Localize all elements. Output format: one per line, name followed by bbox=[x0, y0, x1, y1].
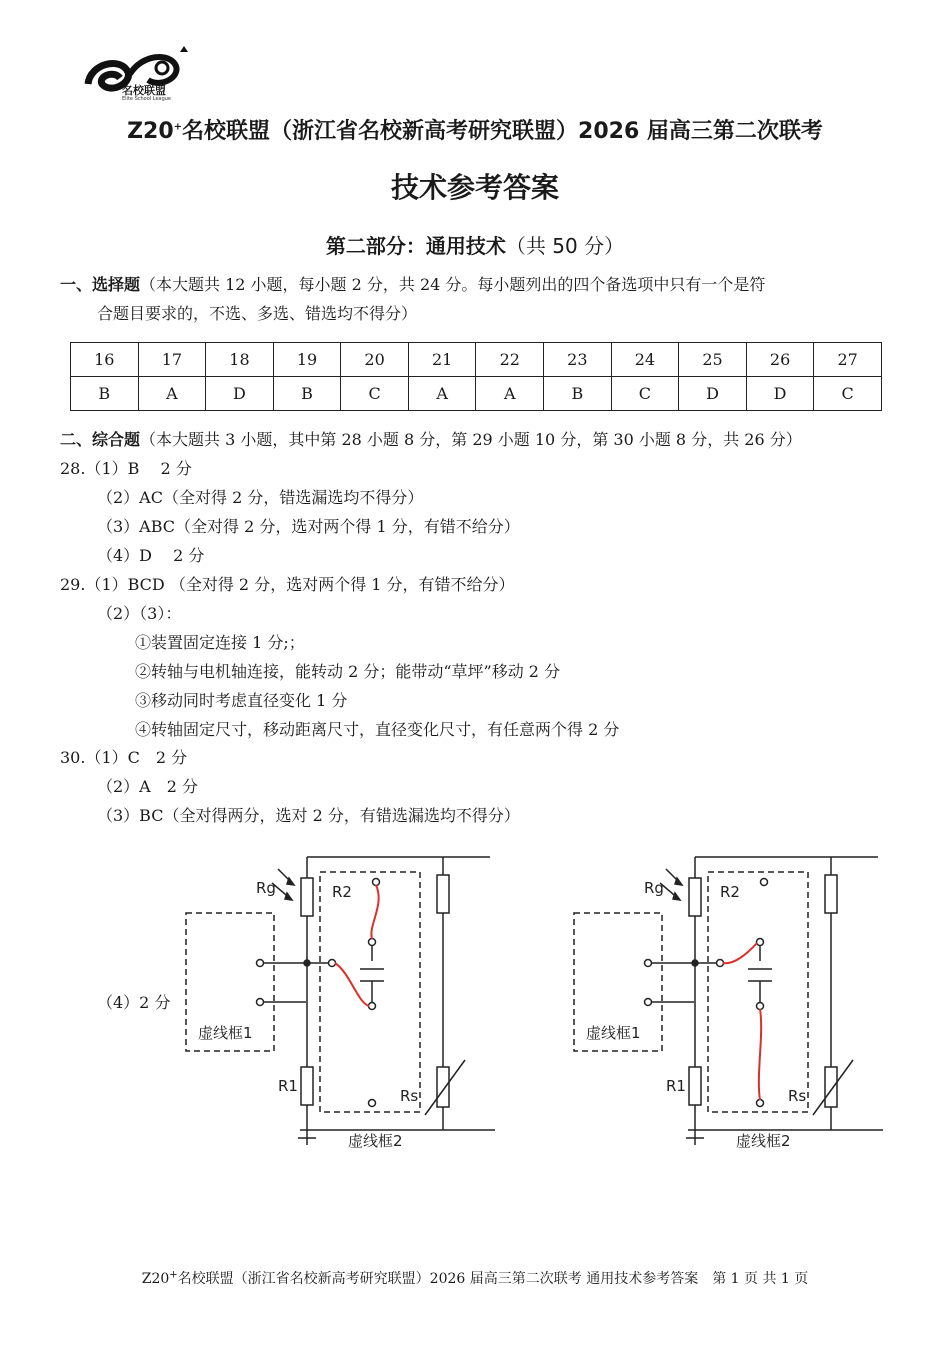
answer-title: 技术参考答案 bbox=[390, 171, 559, 204]
svg-text:R1: R1 bbox=[666, 1077, 686, 1095]
svg-text:R1: R1 bbox=[278, 1077, 298, 1095]
q29-line: ②转轴与电机轴连接，能转动 2 分；能带动“草坪”移动 2 分 bbox=[135, 662, 561, 681]
answer-cell: C bbox=[611, 377, 679, 411]
svg-text:Rs: Rs bbox=[788, 1087, 807, 1105]
question-number-cell: 27 bbox=[814, 343, 882, 377]
svg-text:Rg: Rg bbox=[644, 879, 664, 897]
q28-line: （4）D 2 分 bbox=[97, 546, 205, 565]
logo-text: 名校联盟 bbox=[122, 84, 166, 97]
answer-cell: D bbox=[206, 377, 274, 411]
q29-line: ①装置固定连接 1 分;； bbox=[135, 633, 305, 652]
connection-wire bbox=[723, 943, 757, 963]
section1-heading-cont: 合题目要求的，不选、多选、错选均不得分） bbox=[97, 304, 418, 323]
q29-line: 29.（1）BCD （全对得 2 分，选对两个得 1 分，有错不给分） bbox=[60, 575, 515, 594]
question-number-cell: 25 bbox=[679, 343, 747, 377]
answer-cell: A bbox=[476, 377, 544, 411]
question-number-cell: 16 bbox=[71, 343, 139, 377]
svg-text:R2: R2 bbox=[332, 883, 352, 901]
answer-cell: D bbox=[746, 377, 814, 411]
question-number-cell: 22 bbox=[476, 343, 544, 377]
q28-line: （2）AC（全对得 2 分，错选漏选均不得分） bbox=[97, 488, 424, 507]
connection-wire bbox=[371, 885, 378, 939]
svg-text:虚线框1: 虚线框1 bbox=[586, 1024, 641, 1042]
q30-line: （2）A 2 分 bbox=[97, 777, 199, 796]
q29-line: ③移动同时考虑直径变化 1 分 bbox=[135, 691, 348, 710]
question-number-cell: 20 bbox=[341, 343, 409, 377]
circuit-diagram-2 bbox=[568, 845, 898, 1155]
exam-title: Z20+名校联盟（浙江省名校新高考研究联盟）2026 届高三第二次联考 bbox=[127, 119, 823, 144]
section2-heading: 二、综合题（本大题共 3 小题，其中第 28 小题 8 分，第 29 小题 10 分，第 30 小题 8 分，共 26 分） bbox=[60, 430, 802, 449]
q30-line: 30.（1）C 2 分 bbox=[60, 748, 188, 767]
svg-text:Rg: Rg bbox=[256, 879, 276, 897]
question-number-cell: 19 bbox=[273, 343, 341, 377]
question-number-cell: 24 bbox=[611, 343, 679, 377]
question-number-cell: 21 bbox=[408, 343, 476, 377]
answer-cell: B bbox=[273, 377, 341, 411]
svg-text:Rs: Rs bbox=[400, 1087, 419, 1105]
q30-line: （4）2 分 bbox=[97, 993, 171, 1012]
answer-cell: A bbox=[138, 377, 206, 411]
q28-line: （3）ABC（全对得 2 分，选对两个得 1 分，有错不给分） bbox=[97, 517, 520, 536]
q30-line: （3）BC（全对得两分，选对 2 分，有错选漏选均不得分） bbox=[97, 806, 520, 825]
q29-line: ④转轴固定尺寸，移动距离尺寸，直径变化尺寸，有任意两个得 2 分 bbox=[135, 720, 620, 739]
answer-cell: D bbox=[679, 377, 747, 411]
answer-cell: B bbox=[544, 377, 612, 411]
svg-text:虚线框2: 虚线框2 bbox=[348, 1132, 403, 1150]
answer-table bbox=[70, 342, 882, 411]
svg-text:虚线框2: 虚线框2 bbox=[736, 1132, 791, 1150]
answer-cell: B bbox=[71, 377, 139, 411]
svg-text:R2: R2 bbox=[720, 883, 740, 901]
question-number-cell: 18 bbox=[206, 343, 274, 377]
logo-subtitle: Elite School League bbox=[122, 96, 172, 102]
answer-cell: A bbox=[408, 377, 476, 411]
question-number-cell: 17 bbox=[138, 343, 206, 377]
answer-row bbox=[71, 377, 882, 411]
q29-line: （2）（3）： bbox=[97, 604, 182, 623]
circuit-diagram-1 bbox=[180, 845, 510, 1155]
answer-cell: C bbox=[814, 377, 882, 411]
q28-line: 28.（1）B 2 分 bbox=[60, 459, 192, 478]
connection-wire bbox=[759, 1009, 761, 1100]
question-number-row bbox=[71, 343, 882, 377]
question-number-cell: 23 bbox=[544, 343, 612, 377]
answer-cell: C bbox=[341, 377, 409, 411]
question-number-cell: 26 bbox=[746, 343, 814, 377]
svg-text:虚线框1: 虚线框1 bbox=[198, 1024, 253, 1042]
section1-heading: 一、选择题（本大题共 12 小题，每小题 2 分，共 24 分。每小题列出的四个备选项中只有一个是符 bbox=[60, 275, 766, 294]
page-footer: Z20+名校联盟（浙江省名校新高考研究联盟）2026 届高三第二次联考 通用技术参考答案 第 1 页 共 1 页 bbox=[141, 1269, 809, 1287]
part-title: 第二部分：通用技术（共 50 分） bbox=[325, 234, 625, 258]
